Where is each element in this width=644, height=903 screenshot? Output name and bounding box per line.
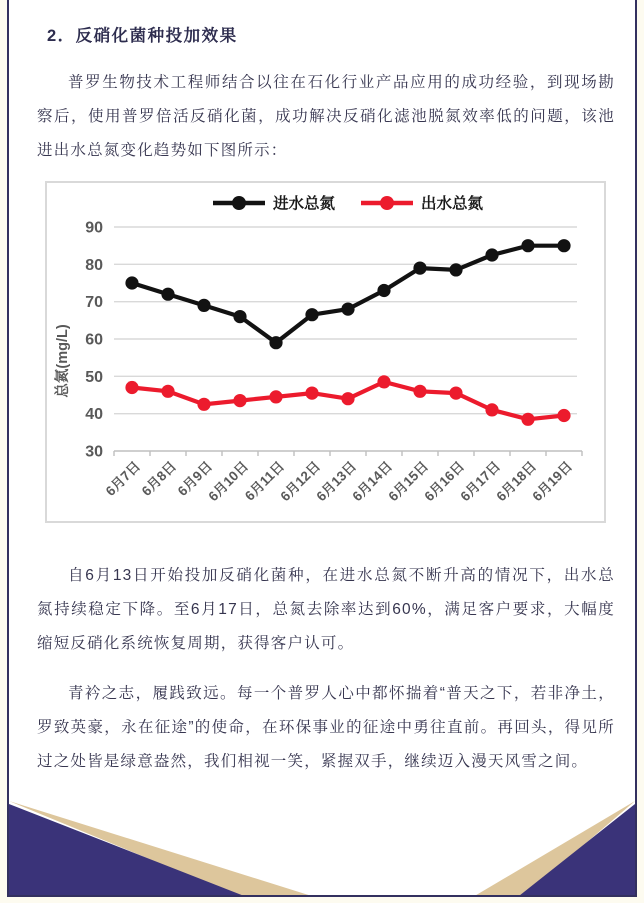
x-tick-label: 6月10日	[205, 458, 252, 505]
x-tick-label: 6月18日	[493, 458, 540, 505]
series-point	[233, 310, 246, 323]
series-point	[197, 299, 210, 312]
series-point	[161, 385, 174, 398]
paragraph-closing: 青衿之志，履践致远。每一个普罗人心中都怀揣着“普天之下，若非净土，罗致英豪，永在征途”的使命，在环保事业的征途中勇往直前。再回头，得见所过之处皆是绿意盎然，我们相视一笑，紧握双手，继续迈入漫天风雪之间。	[37, 685, 615, 770]
series-point	[197, 398, 210, 411]
y-tick-label: 50	[85, 368, 103, 386]
series-point	[269, 390, 282, 403]
y-tick-label: 90	[85, 219, 103, 237]
series-point	[377, 375, 390, 388]
series-point	[557, 409, 570, 422]
series-point	[485, 248, 498, 261]
y-axis-title: 总氮(mg/L)	[55, 324, 71, 398]
x-tick-label: 6月12日	[277, 458, 324, 505]
series-point	[557, 239, 570, 252]
x-tick-label: 6月14日	[349, 458, 396, 505]
paragraph-result: 自6月13日开始投加反硝化菌种，在进水总氮不断升高的情况下，出水总氮持续稳定下降。至6月17日，总氮去除率达到60%，满足客户要求，大幅度缩短反硝化系统恢复周期，获得客户认可。	[37, 567, 615, 652]
section-title: 2．反硝化菌种投加效果	[47, 27, 238, 45]
series-point	[269, 336, 282, 349]
article-content	[9, 0, 635, 779]
legend-marker-point	[232, 196, 246, 210]
legend-marker-point	[380, 196, 394, 210]
series-point	[161, 288, 174, 301]
legend-label: 进水总氮	[273, 195, 336, 213]
series-point	[413, 385, 426, 398]
series-point	[125, 381, 138, 394]
x-tick-label: 6月17日	[457, 458, 504, 505]
series-point	[449, 387, 462, 400]
x-tick-label: 6月13日	[313, 458, 360, 505]
series-point	[377, 284, 390, 297]
series-point	[449, 263, 462, 276]
series-point	[341, 303, 354, 316]
series-line	[132, 246, 564, 343]
series-point	[521, 413, 534, 426]
y-tick-label: 60	[85, 331, 103, 349]
x-tick-label: 6月15日	[385, 458, 432, 505]
series-point	[233, 394, 246, 407]
y-tick-label: 70	[85, 294, 103, 312]
line-chart	[47, 183, 604, 521]
x-tick-label: 6月19日	[529, 458, 576, 505]
y-tick-label: 40	[85, 406, 103, 424]
x-tick-label: 6月7日	[102, 458, 144, 499]
y-tick-label: 80	[85, 256, 103, 274]
legend-label: 出水总氮	[421, 195, 484, 213]
x-tick-label: 6月16日	[421, 458, 468, 505]
series-point	[485, 403, 498, 416]
chart-figure	[45, 181, 606, 523]
x-tick-label: 6月9日	[174, 458, 216, 499]
series-point	[305, 387, 318, 400]
series-point	[125, 276, 138, 289]
paragraph-intro: 普罗生物技术工程师结合以往在石化行业产品应用的成功经验，到现场勘察后，使用普罗倍活反硝化菌，成功解决反硝化滤池脱氮效率低的问题，该池进出水总氮变化趋势如下图所示：	[37, 74, 615, 159]
series-point	[341, 392, 354, 405]
x-tick-label: 6月8日	[138, 458, 180, 499]
x-tick-label: 6月11日	[242, 458, 288, 504]
series-point	[521, 239, 534, 252]
series-point	[413, 262, 426, 275]
footer-decoration	[9, 800, 635, 895]
article-page	[7, 0, 637, 897]
y-tick-label: 30	[85, 443, 103, 461]
series-point	[305, 308, 318, 321]
